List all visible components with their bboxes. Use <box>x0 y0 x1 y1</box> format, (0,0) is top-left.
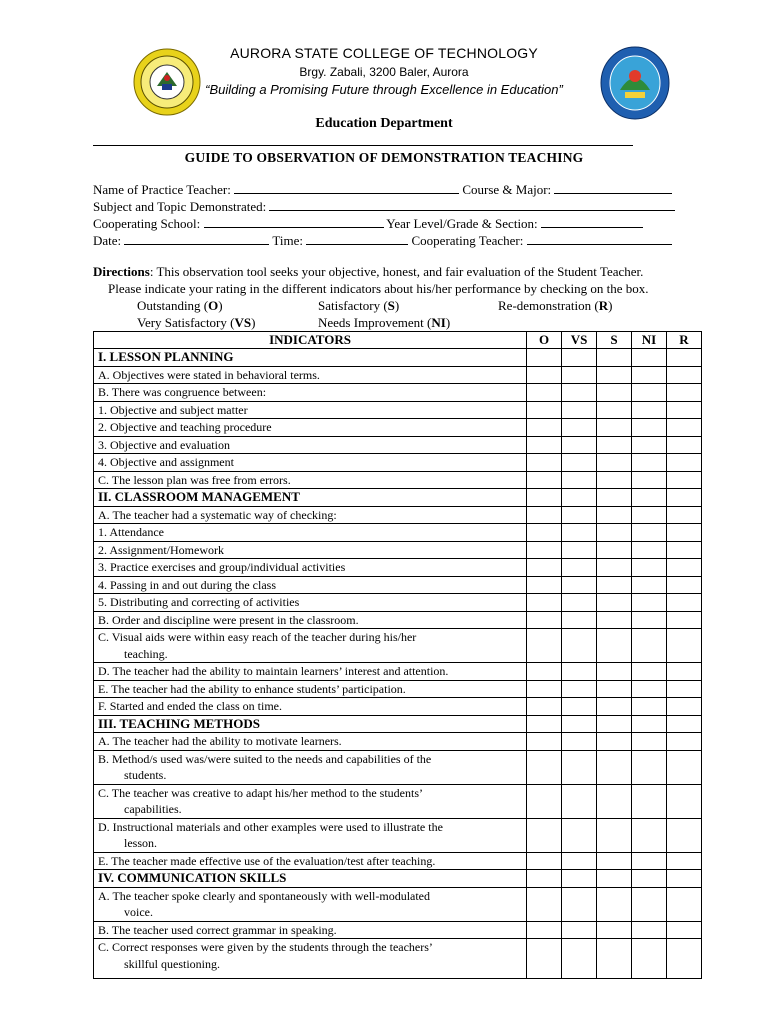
year-level-label: Year Level/Grade & Section: <box>386 216 538 231</box>
rating-cell-o[interactable] <box>527 454 562 472</box>
rating-cell-ni[interactable] <box>632 384 667 402</box>
table-row <box>94 506 702 524</box>
rating-cell-r[interactable] <box>667 698 702 716</box>
rating-cell-ni[interactable] <box>632 818 667 852</box>
indicator-text: C. Correct responses were given by the students through the teachers’ <box>98 940 433 954</box>
indicator-cell <box>94 715 527 733</box>
rating-cell-r[interactable] <box>667 784 702 818</box>
rating-cell-r[interactable] <box>667 349 702 367</box>
time-label: Time: <box>272 233 304 248</box>
table-row <box>94 887 702 921</box>
indicator-cell <box>94 818 527 852</box>
indicator-text: voice. <box>124 905 153 919</box>
rating-cell-s[interactable] <box>597 576 632 594</box>
rating-cell-ni[interactable] <box>632 576 667 594</box>
legend-outstanding: Outstanding (O) <box>137 298 223 313</box>
rating-cell-r[interactable] <box>667 506 702 524</box>
rating-cell-o[interactable] <box>527 870 562 888</box>
rating-cell-o[interactable] <box>527 506 562 524</box>
indicator-text: 3. Practice exercises and group/individual activities <box>98 560 346 574</box>
rating-cell-s[interactable] <box>597 680 632 698</box>
rating-cell-r[interactable] <box>667 489 702 507</box>
section-row <box>94 489 702 507</box>
table-row <box>94 419 702 437</box>
rating-cell-s[interactable] <box>597 401 632 419</box>
directions-text-1: : This observation tool seeks your objective, honest, and fair evaluation of the Student Teacher. <box>149 264 644 279</box>
rating-cell-s[interactable] <box>597 887 632 921</box>
table-row <box>94 680 702 698</box>
table-row <box>94 921 702 939</box>
form-title: GUIDE TO OBSERVATION OF DEMONSTRATION TEACHING <box>184 150 584 165</box>
indicator-cell <box>94 887 527 921</box>
section-row <box>94 870 702 888</box>
rating-cell-ni[interactable] <box>632 506 667 524</box>
rating-cell-r[interactable] <box>667 384 702 402</box>
cooperating-teacher-blank[interactable] <box>527 233 672 245</box>
rating-cell-ni[interactable] <box>632 611 667 629</box>
rating-cell-vs[interactable] <box>562 715 597 733</box>
rating-cell-ni[interactable] <box>632 366 667 384</box>
rating-cell-o[interactable] <box>527 939 562 979</box>
rating-cell-r[interactable] <box>667 680 702 698</box>
field-row-2 <box>93 199 675 215</box>
indicator-cell <box>94 939 527 979</box>
rating-cell-vs[interactable] <box>562 489 597 507</box>
indicator-text: II. CLASSROOM MANAGEMENT <box>98 489 300 504</box>
rating-cell-ni[interactable] <box>632 750 667 784</box>
indicator-cell <box>94 419 527 437</box>
observation-table <box>93 331 702 979</box>
rating-cell-r[interactable] <box>667 594 702 612</box>
rating-cell-ni[interactable] <box>632 489 667 507</box>
field-row-4 <box>93 233 672 249</box>
rating-cell-s[interactable] <box>597 611 632 629</box>
rating-cell-o[interactable] <box>527 698 562 716</box>
table-row <box>94 436 702 454</box>
header-r: R <box>667 332 702 349</box>
rating-cell-r[interactable] <box>667 870 702 888</box>
indicator-cell <box>94 366 527 384</box>
rating-cell-vs[interactable] <box>562 663 597 681</box>
rating-cell-s[interactable] <box>597 384 632 402</box>
rating-cell-o[interactable] <box>527 784 562 818</box>
rating-cell-vs[interactable] <box>562 870 597 888</box>
table-row <box>94 576 702 594</box>
rating-cell-o[interactable] <box>527 750 562 784</box>
rating-cell-s[interactable] <box>597 939 632 979</box>
subject-topic-blank[interactable] <box>269 199 675 211</box>
rating-cell-o[interactable] <box>527 384 562 402</box>
table-row <box>94 750 702 784</box>
indicator-text: B. The teacher used correct grammar in speaking. <box>98 922 337 937</box>
course-major-blank[interactable] <box>554 182 672 194</box>
table-row <box>94 454 702 472</box>
rating-cell-s[interactable] <box>597 366 632 384</box>
rating-cell-s[interactable] <box>597 454 632 472</box>
rating-cell-ni[interactable] <box>632 939 667 979</box>
rating-cell-vs[interactable] <box>562 541 597 559</box>
indicator-text: 2. Assignment/Homework <box>98 542 224 557</box>
indicator-text: I. LESSON PLANNING <box>98 349 234 364</box>
rating-cell-s[interactable] <box>597 750 632 784</box>
rating-cell-s[interactable] <box>597 594 632 612</box>
rating-cell-s[interactable] <box>597 663 632 681</box>
table-row <box>94 524 702 542</box>
header-divider <box>93 145 633 146</box>
rating-cell-r[interactable] <box>667 715 702 733</box>
rating-cell-r[interactable] <box>667 576 702 594</box>
indicator-cell <box>94 436 527 454</box>
rating-cell-o[interactable] <box>527 887 562 921</box>
rating-cell-vs[interactable] <box>562 680 597 698</box>
rating-cell-r[interactable] <box>667 524 702 542</box>
rating-cell-o[interactable] <box>527 471 562 489</box>
rating-cell-o[interactable] <box>527 663 562 681</box>
rating-cell-s[interactable] <box>597 471 632 489</box>
indicator-cell <box>94 541 527 559</box>
indicator-text: 1. Objective and subject matter <box>98 402 248 417</box>
indicator-text: 5. Distributing and correcting of activities <box>98 595 300 609</box>
rating-cell-r[interactable] <box>667 559 702 577</box>
table-row <box>94 939 702 979</box>
indicator-text: B. Order and discipline were present in the classroom. <box>98 612 359 627</box>
indicator-cell <box>94 471 527 489</box>
legend-satisfactory: Satisfactory (S) <box>318 298 400 313</box>
rating-cell-vs[interactable] <box>562 750 597 784</box>
department-name: Education Department <box>315 116 453 131</box>
rating-cell-r[interactable] <box>667 541 702 559</box>
rating-cell-o[interactable] <box>527 594 562 612</box>
indicator-text: E. The teacher made effective use of the evaluation/test after teaching. <box>98 853 436 868</box>
rating-cell-r[interactable] <box>667 939 702 979</box>
indicator-cell <box>94 524 527 542</box>
rating-cell-s[interactable] <box>597 524 632 542</box>
table-row <box>94 733 702 751</box>
rating-cell-o[interactable] <box>527 715 562 733</box>
indicator-text: students. <box>124 768 167 782</box>
table-row <box>94 629 702 663</box>
rating-cell-s[interactable] <box>597 784 632 818</box>
indicator-cell <box>94 401 527 419</box>
date-label: Date: <box>93 233 122 248</box>
indicator-text: skillful questioning. <box>124 956 220 971</box>
rating-cell-ni[interactable] <box>632 715 667 733</box>
table-row <box>94 663 702 681</box>
rating-cell-vs[interactable] <box>562 594 597 612</box>
rating-cell-r[interactable] <box>667 852 702 870</box>
indicator-text: lesson. <box>124 836 157 850</box>
field-row-1 <box>93 182 672 198</box>
indicator-cell <box>94 921 527 939</box>
rating-cell-ni[interactable] <box>632 887 667 921</box>
rating-cell-r[interactable] <box>667 419 702 437</box>
year-level-blank[interactable] <box>541 216 643 228</box>
rating-cell-s[interactable] <box>597 733 632 751</box>
table-header-row <box>94 332 702 349</box>
rating-cell-ni[interactable] <box>632 541 667 559</box>
date-blank[interactable] <box>124 233 269 245</box>
rating-cell-vs[interactable] <box>562 852 597 870</box>
indicator-text: E. The teacher had the ability to enhance students’ participation. <box>98 681 406 696</box>
indicator-text: A. The teacher had the ability to motivate learners. <box>98 734 342 748</box>
indicator-cell <box>94 384 527 402</box>
rating-cell-r[interactable] <box>667 366 702 384</box>
rating-cell-o[interactable] <box>527 629 562 663</box>
indicator-cell <box>94 506 527 524</box>
indicator-text: F. Started and ended the class on time. <box>98 699 282 713</box>
rating-cell-s[interactable] <box>597 419 632 437</box>
cooperating-school-label: Cooperating School: <box>93 216 201 231</box>
rating-cell-vs[interactable] <box>562 506 597 524</box>
rating-cell-ni[interactable] <box>632 436 667 454</box>
rating-cell-o[interactable] <box>527 818 562 852</box>
rating-cell-s[interactable] <box>597 349 632 367</box>
rating-cell-ni[interactable] <box>632 629 667 663</box>
indicator-text: 2. Objective and teaching procedure <box>98 420 272 434</box>
rating-cell-vs[interactable] <box>562 349 597 367</box>
college-name: AURORA STATE COLLEGE OF TECHNOLOGY <box>230 45 538 61</box>
table-row <box>94 401 702 419</box>
rating-cell-r[interactable] <box>667 733 702 751</box>
rating-cell-o[interactable] <box>527 524 562 542</box>
indicator-cell <box>94 454 527 472</box>
table-row <box>94 559 702 577</box>
rating-cell-ni[interactable] <box>632 559 667 577</box>
indicator-text: teaching. <box>124 646 168 661</box>
practice-teacher-blank[interactable] <box>234 182 459 194</box>
table-row <box>94 784 702 818</box>
rating-cell-o[interactable] <box>527 559 562 577</box>
indicator-cell <box>94 733 527 751</box>
indicator-text: C. The teacher was creative to adapt his/her method to the students’ <box>98 785 424 800</box>
indicator-cell <box>94 629 527 663</box>
rating-cell-ni[interactable] <box>632 784 667 818</box>
rating-cell-r[interactable] <box>667 401 702 419</box>
rating-cell-vs[interactable] <box>562 818 597 852</box>
rating-cell-r[interactable] <box>667 750 702 784</box>
rating-cell-r[interactable] <box>667 454 702 472</box>
rating-cell-s[interactable] <box>597 852 632 870</box>
rating-cell-vs[interactable] <box>562 921 597 939</box>
rating-cell-ni[interactable] <box>632 401 667 419</box>
indicator-text: 1. Attendance <box>98 525 164 539</box>
rating-cell-ni[interactable] <box>632 870 667 888</box>
indicator-text: A. The teacher had a systematic way of checking: <box>98 507 337 522</box>
rating-cell-ni[interactable] <box>632 733 667 751</box>
cooperating-teacher-label: Cooperating Teacher: <box>411 233 524 248</box>
table-row <box>94 818 702 852</box>
rating-cell-ni[interactable] <box>632 524 667 542</box>
field-row-3 <box>93 216 643 232</box>
rating-cell-vs[interactable] <box>562 698 597 716</box>
rating-cell-ni[interactable] <box>632 680 667 698</box>
directions-line-1 <box>93 264 643 280</box>
rating-cell-s[interactable] <box>597 818 632 852</box>
rating-cell-o[interactable] <box>527 852 562 870</box>
rating-cell-vs[interactable] <box>562 419 597 437</box>
rating-cell-o[interactable] <box>527 611 562 629</box>
indicator-text: 4. Objective and assignment <box>98 455 234 469</box>
section-row <box>94 715 702 733</box>
indicator-text: C. Visual aids were within easy reach of the teacher during his/her <box>98 630 417 644</box>
rating-cell-vs[interactable] <box>562 559 597 577</box>
rating-cell-o[interactable] <box>527 349 562 367</box>
table-row <box>94 541 702 559</box>
rating-cell-ni[interactable] <box>632 663 667 681</box>
rating-cell-r[interactable] <box>667 887 702 921</box>
legend-needs-improvement: Needs Improvement (NI) <box>318 315 451 330</box>
table-row <box>94 594 702 612</box>
rating-cell-o[interactable] <box>527 366 562 384</box>
table-row <box>94 471 702 489</box>
indicator-cell <box>94 576 527 594</box>
rating-cell-o[interactable] <box>527 541 562 559</box>
table-row <box>94 366 702 384</box>
rating-cell-vs[interactable] <box>562 784 597 818</box>
rating-cell-vs[interactable] <box>562 939 597 979</box>
rating-cell-ni[interactable] <box>632 471 667 489</box>
rating-cell-o[interactable] <box>527 419 562 437</box>
rating-cell-ni[interactable] <box>632 698 667 716</box>
rating-cell-o[interactable] <box>527 576 562 594</box>
rating-cell-s[interactable] <box>597 436 632 454</box>
indicator-text: A. Objectives were stated in behavioral terms. <box>98 367 320 382</box>
rating-cell-ni[interactable] <box>632 349 667 367</box>
indicator-cell <box>94 870 527 888</box>
indicator-text: C. The lesson plan was free from errors. <box>98 472 291 487</box>
indicator-cell <box>94 349 527 367</box>
indicator-text: 3. Objective and evaluation <box>98 437 230 452</box>
rating-cell-r[interactable] <box>667 436 702 454</box>
rating-cell-vs[interactable] <box>562 887 597 921</box>
table-row <box>94 384 702 402</box>
indicator-text: III. TEACHING METHODS <box>98 715 260 731</box>
rating-cell-s[interactable] <box>597 921 632 939</box>
rating-cell-s[interactable] <box>597 629 632 663</box>
rating-cell-vs[interactable] <box>562 454 597 472</box>
indicator-cell <box>94 663 527 681</box>
rating-cell-ni[interactable] <box>632 454 667 472</box>
time-blank[interactable] <box>306 233 408 245</box>
indicator-text: B. There was congruence between: <box>98 385 267 399</box>
rating-cell-r[interactable] <box>667 629 702 663</box>
rating-cell-vs[interactable] <box>562 401 597 419</box>
indicator-text: D. Instructional materials and other examples were used to illustrate the <box>98 819 443 834</box>
header-vs: VS <box>562 332 597 349</box>
rating-cell-vs[interactable] <box>562 611 597 629</box>
rating-cell-vs[interactable] <box>562 576 597 594</box>
rating-cell-o[interactable] <box>527 401 562 419</box>
indicator-text: A. The teacher spoke clearly and spontaneously with well-modulated <box>98 888 431 903</box>
rating-cell-s[interactable] <box>597 559 632 577</box>
rating-cell-vs[interactable] <box>562 524 597 542</box>
indicator-cell <box>94 852 527 870</box>
college-motto: “Building a Promising Future through Excellence in Education” <box>205 82 563 97</box>
directions-label: Directions <box>93 264 150 279</box>
rating-cell-r[interactable] <box>667 663 702 681</box>
table-row <box>94 698 702 716</box>
table-row <box>94 611 702 629</box>
rating-cell-o[interactable] <box>527 489 562 507</box>
indicator-text: IV. COMMUNICATION SKILLS <box>98 870 287 885</box>
practice-teacher-label: Name of Practice Teacher: <box>93 182 231 197</box>
rating-cell-s[interactable] <box>597 715 632 733</box>
rating-cell-o[interactable] <box>527 436 562 454</box>
directions-line-2: Please indicate your rating in the different indicators about his/her performance by checking on the box. <box>108 281 649 296</box>
rating-cell-s[interactable] <box>597 489 632 507</box>
rating-cell-o[interactable] <box>527 921 562 939</box>
cooperating-school-blank[interactable] <box>204 216 384 228</box>
header-indicators: INDICATORS <box>94 332 527 349</box>
rating-cell-s[interactable] <box>597 541 632 559</box>
section-row <box>94 349 702 367</box>
header-o: O <box>527 332 562 349</box>
header-s: S <box>597 332 632 349</box>
rating-cell-vs[interactable] <box>562 733 597 751</box>
rating-cell-r[interactable] <box>667 471 702 489</box>
indicator-text: capabilities. <box>124 802 182 816</box>
indicator-cell <box>94 698 527 716</box>
rating-cell-vs[interactable] <box>562 629 597 663</box>
rating-cell-ni[interactable] <box>632 419 667 437</box>
indicator-cell <box>94 611 527 629</box>
indicator-cell <box>94 594 527 612</box>
rating-cell-s[interactable] <box>597 870 632 888</box>
indicator-cell <box>94 784 527 818</box>
rating-cell-s[interactable] <box>597 506 632 524</box>
rating-cell-o[interactable] <box>527 680 562 698</box>
header-ni: NI <box>632 332 667 349</box>
indicator-cell <box>94 680 527 698</box>
course-major-label: Course & Major: <box>462 182 552 197</box>
rating-cell-r[interactable] <box>667 921 702 939</box>
rating-cell-ni[interactable] <box>632 594 667 612</box>
rating-cell-vs[interactable] <box>562 366 597 384</box>
rating-cell-r[interactable] <box>667 611 702 629</box>
rating-cell-vs[interactable] <box>562 471 597 489</box>
rating-cell-s[interactable] <box>597 698 632 716</box>
rating-cell-r[interactable] <box>667 818 702 852</box>
college-address: Brgy. Zabali, 3200 Baler, Aurora <box>299 65 469 79</box>
indicator-text: 4. Passing in and out during the class <box>98 577 276 592</box>
indicator-cell <box>94 559 527 577</box>
rating-cell-ni[interactable] <box>632 852 667 870</box>
indicator-text: D. The teacher had the ability to maintain learners’ interest and attention. <box>98 664 449 678</box>
table-row <box>94 852 702 870</box>
subject-topic-label: Subject and Topic Demonstrated: <box>93 199 267 214</box>
indicator-text: B. Method/s used was/were suited to the needs and capabilities of the <box>98 751 432 766</box>
legend-very-satisfactory: Very Satisfactory (VS) <box>137 315 256 330</box>
rating-cell-vs[interactable] <box>562 384 597 402</box>
indicator-cell <box>94 750 527 784</box>
rating-cell-ni[interactable] <box>632 921 667 939</box>
rating-cell-o[interactable] <box>527 733 562 751</box>
rating-cell-vs[interactable] <box>562 436 597 454</box>
legend-redemonstration: Re-demonstration (R) <box>498 298 613 313</box>
indicator-cell <box>94 489 527 507</box>
